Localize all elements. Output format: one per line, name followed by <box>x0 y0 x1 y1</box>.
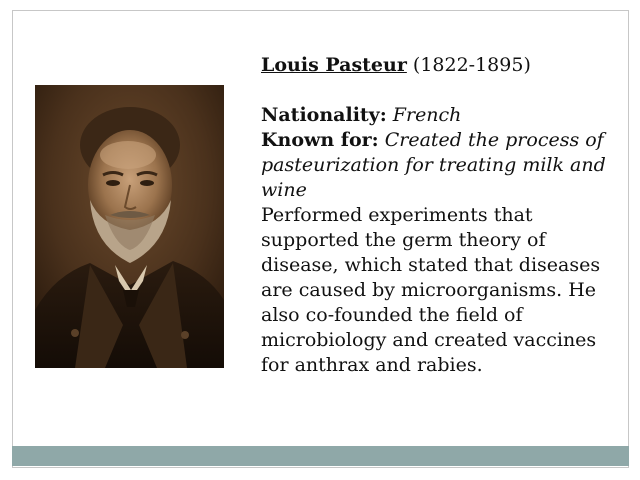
nationality-label: Nationality: <box>261 104 387 126</box>
known-for-line <box>261 128 621 203</box>
person-name: Louis Pasteur <box>261 54 407 76</box>
slide-bottom-band <box>12 446 629 466</box>
life-dates: (1822-1895) <box>412 54 531 76</box>
known-for-value: Created the process of pasteurization for treating milk and wine <box>261 129 606 201</box>
description: Performed experiments that supported the germ theory of disease, which stated that diseases are caused by microorganisms. He also co-founded the field of microbiology and created vaccines for anthrax and rabies. <box>261 204 601 376</box>
nationality-line <box>261 103 621 128</box>
biography-text <box>261 53 621 378</box>
spacer <box>261 78 621 103</box>
known-for-label: Known for: <box>261 129 379 151</box>
title-line <box>261 53 621 78</box>
louis-pasteur-portrait <box>35 85 224 368</box>
nationality-value: French <box>392 104 462 126</box>
